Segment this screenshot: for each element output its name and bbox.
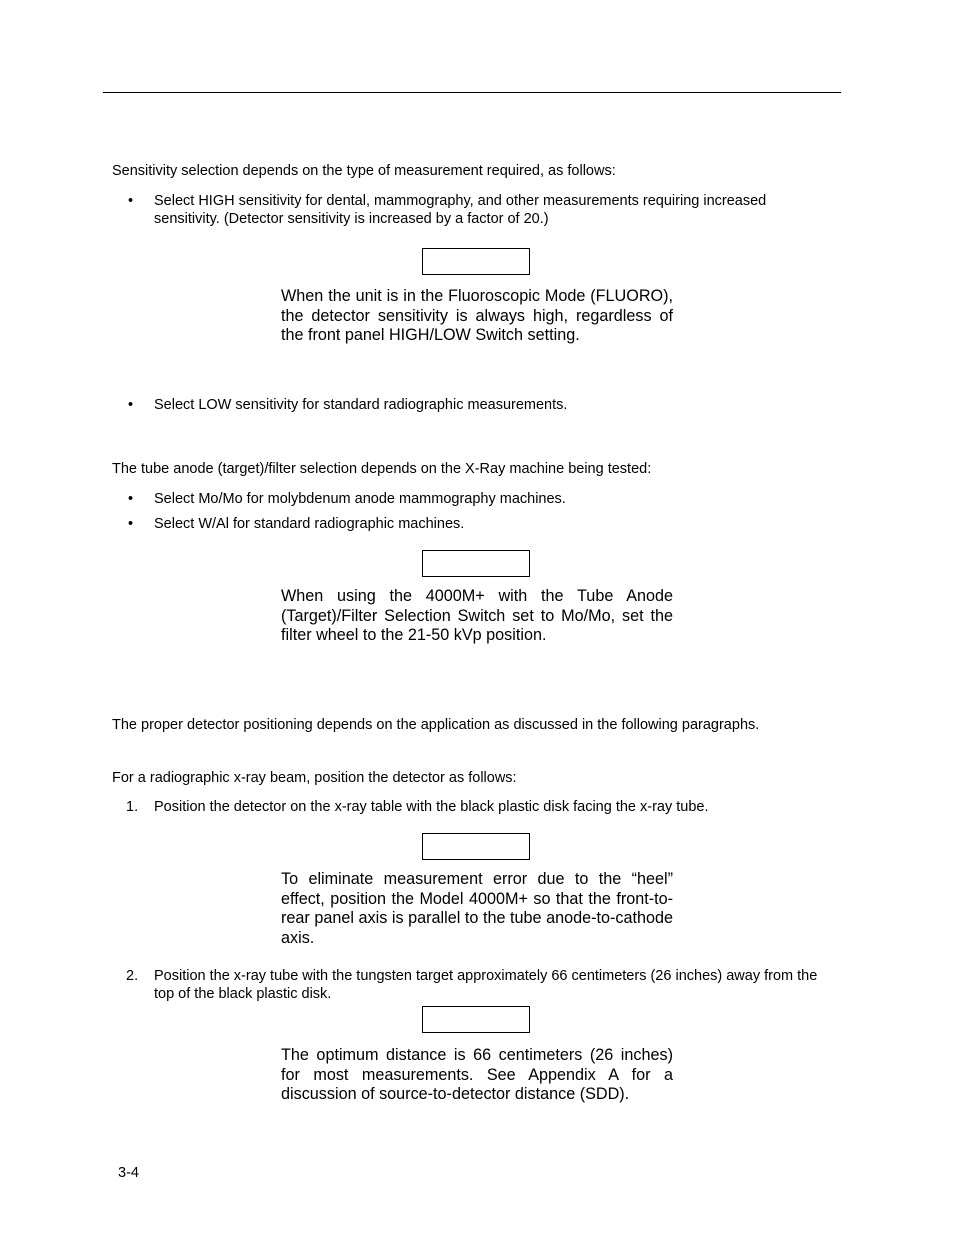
note-heel-effect: To eliminate measurement error due to the “heel” effect, position the Model 4000M+ so that the front-to-rear panel axis is parallel to the tube anode-to-cathode axis. bbox=[281, 870, 673, 947]
note-label-box bbox=[422, 550, 530, 577]
note-label-box bbox=[422, 833, 530, 860]
step-number: 1. bbox=[126, 799, 139, 815]
step-text: Position the x-ray tube with the tungsten target approximately 66 centimeters (26 inches) away from the top of the black plastic disk. bbox=[154, 968, 818, 1002]
list-item-text: Select HIGH sensitivity for dental, mammography, and other measurements requiring increased sensitivity. (Detector sensitivity is increased by a factor of 20.) bbox=[154, 193, 767, 227]
bullet-icon: • bbox=[128, 193, 134, 209]
page-number: 3-4 bbox=[118, 1165, 139, 1181]
bullet-icon: • bbox=[128, 397, 134, 413]
positioning-intro: The proper detector positioning depends on the application as discussed in the following paragraphs. bbox=[112, 717, 760, 733]
step-text: Position the detector on the x-ray table with the black plastic disk facing the x-ray tube. bbox=[154, 799, 709, 815]
note-label-box bbox=[422, 1006, 530, 1033]
header-rule bbox=[103, 92, 841, 93]
note-filter-wheel: When using the 4000M+ with the Tube Anode (Target)/Filter Selection Switch set to Mo/Mo, set the filter wheel to the 21-50 kVp position. bbox=[281, 587, 673, 645]
note-optimum-distance: The optimum distance is 66 centimeters (26 inches) for most measurements. See Appendix A for a discussion of source-to-detector distance (SDD). bbox=[281, 1046, 673, 1104]
list-item-text: Select Mo/Mo for molybdenum anode mammography machines. bbox=[154, 491, 566, 507]
list-item-text: Select W/Al for standard radiographic machines. bbox=[154, 516, 465, 532]
note-label-box bbox=[422, 248, 530, 275]
step-number: 2. bbox=[126, 968, 139, 984]
anode-intro: The tube anode (target)/filter selection depends on the X-Ray machine being tested: bbox=[112, 461, 652, 477]
bullet-icon: • bbox=[128, 516, 134, 532]
bullet-icon: • bbox=[128, 491, 134, 507]
note-fluoro: When the unit is in the Fluoroscopic Mode (FLUORO), the detector sensitivity is always high, regardless of the front panel HIGH/LOW Switch setting. bbox=[281, 287, 673, 345]
list-item-text: Select LOW sensitivity for standard radiographic measurements. bbox=[154, 397, 568, 413]
radiographic-intro: For a radiographic x-ray beam, position the detector as follows: bbox=[112, 770, 517, 786]
sensitivity-intro: Sensitivity selection depends on the type of measurement required, as follows: bbox=[112, 163, 616, 179]
